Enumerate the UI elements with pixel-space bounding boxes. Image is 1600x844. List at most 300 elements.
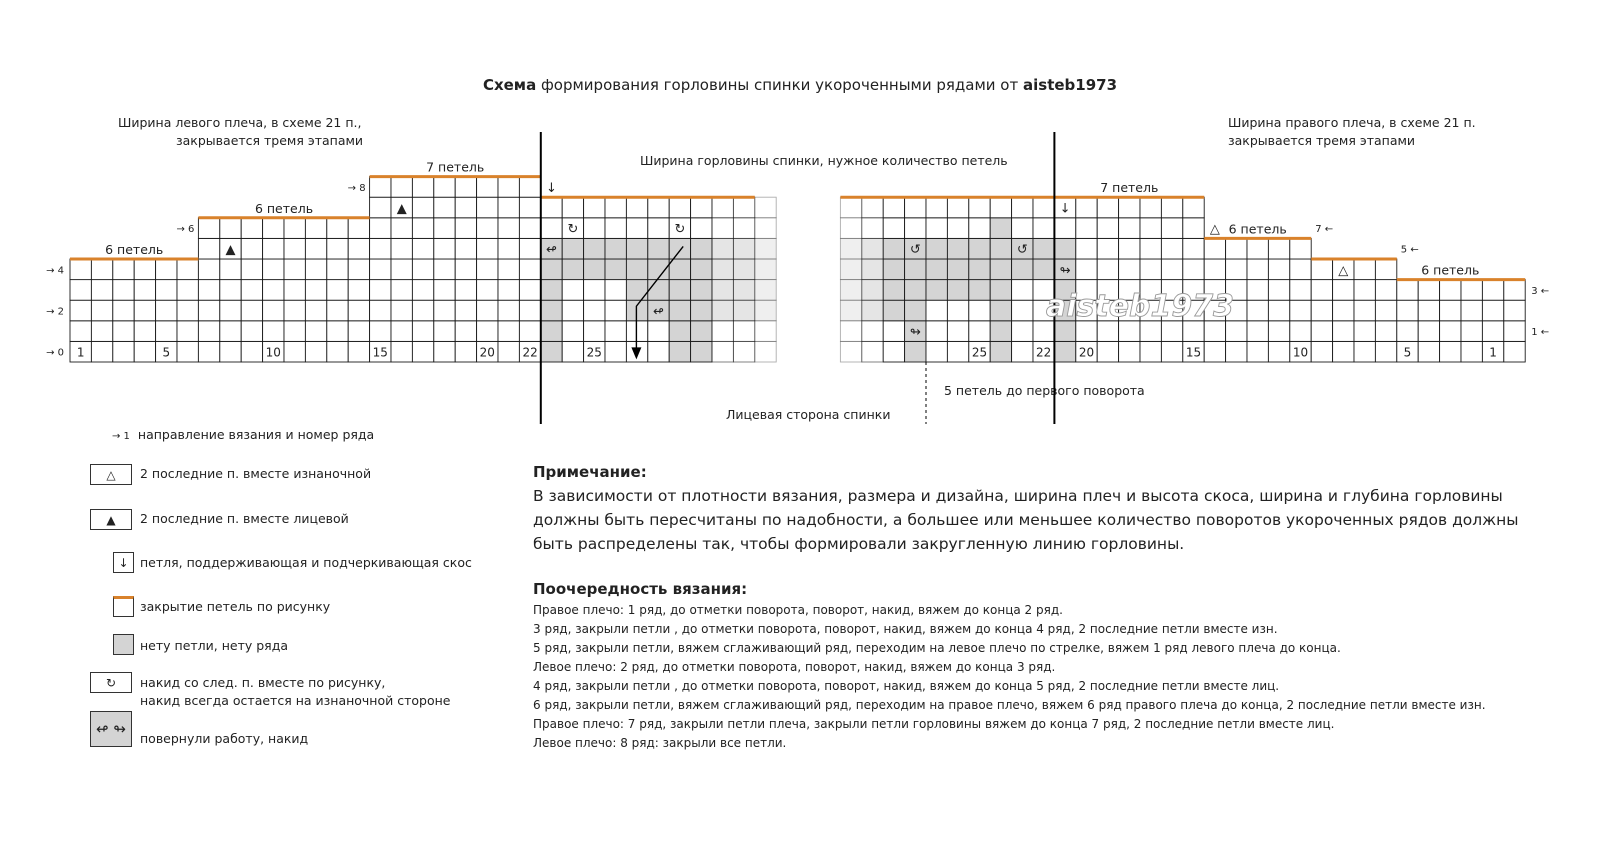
sequence-line-4: Левое плечо: 2 ряд, до отметки поворота, поворот, накид, вяжем до конца 3 ряд.	[533, 660, 1056, 674]
chart-cell	[1268, 321, 1289, 342]
chart-cell	[434, 238, 455, 259]
chart-cell	[755, 341, 776, 362]
chart-cell	[412, 280, 433, 301]
chart-cell	[883, 259, 904, 280]
chart-cell	[1097, 218, 1118, 239]
chart-cell	[1311, 300, 1332, 321]
step-label-left-7: 7 петель	[426, 159, 485, 175]
chart-cell	[712, 341, 733, 362]
chart-cell	[926, 341, 947, 362]
turn-symbol: ↫	[653, 304, 664, 320]
chart-cell	[691, 197, 712, 218]
chart-cell	[241, 280, 262, 301]
chart-cell	[1140, 197, 1161, 218]
bottom-number: 15	[1185, 345, 1202, 360]
chart-cell	[990, 238, 1011, 259]
chart-cell	[1397, 321, 1418, 342]
chart-cell	[370, 177, 391, 198]
step-label-left-6b: 6 петель	[254, 200, 314, 216]
chart-cell	[691, 259, 712, 280]
chart-cell	[198, 280, 219, 301]
chart-cell	[755, 321, 776, 342]
chart-cell	[990, 280, 1011, 301]
chart-cell	[370, 300, 391, 321]
chart-cell	[284, 300, 305, 321]
chart-cell	[113, 280, 134, 301]
chart-cell	[1418, 300, 1439, 321]
chart-cell	[1033, 238, 1054, 259]
chart-cell	[348, 300, 369, 321]
chart-cell	[1033, 259, 1054, 280]
chart-cell	[905, 197, 926, 218]
chart-cell	[1354, 280, 1375, 301]
chart-cell	[498, 197, 519, 218]
chart-cell	[498, 321, 519, 342]
chart-cell	[755, 238, 776, 259]
chart-cell	[926, 300, 947, 321]
note-text: В зависимости от плотности вязания, размера и дизайна, ширина плеч и высота скоса, ширина и глубина горловины должны быть пересчитаны по надобности, а большее или меньшее количество поворотов укороченных рядов должны быть распределены так, чтобы формировали закругленную линию горловины.	[533, 487, 1519, 553]
chart-cell	[391, 280, 412, 301]
chart-cell	[70, 321, 91, 342]
chart-cell	[1268, 280, 1289, 301]
chart-cell	[584, 259, 605, 280]
chart-cell	[1183, 218, 1204, 239]
bottom-number: 25	[971, 345, 988, 360]
legend-yarn-over-text: накид со след. п. вместе по рисунку,	[140, 675, 386, 690]
chart-cell	[755, 218, 776, 239]
chart-cell	[177, 259, 198, 280]
chart-cell	[1183, 197, 1204, 218]
chart-cell	[198, 341, 219, 362]
chart-cell	[370, 321, 391, 342]
chart-cell	[990, 197, 1011, 218]
chart-cell	[969, 197, 990, 218]
chart-cell	[412, 341, 433, 362]
chart-cell	[862, 259, 883, 280]
chart-cell	[434, 218, 455, 239]
chart-cell	[434, 177, 455, 198]
chart-cell	[1119, 197, 1140, 218]
chart-cell	[327, 238, 348, 259]
chart-cell	[947, 280, 968, 301]
open-triangle-symbol: △	[1338, 263, 1349, 279]
chart-cell	[947, 321, 968, 342]
five-loops-label: 5 петель до первого поворота	[944, 383, 1145, 398]
chart-cell	[947, 341, 968, 362]
chart-cell	[455, 197, 476, 218]
bottom-number: 25	[586, 345, 602, 360]
filled-triangle-symbol: ▲	[225, 242, 236, 258]
chart-cell	[905, 259, 926, 280]
chart-cell	[1012, 218, 1033, 239]
chart-cell	[883, 197, 904, 218]
chart-cell	[883, 300, 904, 321]
chart-cell	[327, 300, 348, 321]
chart-cell	[519, 259, 540, 280]
chart-cell	[926, 197, 947, 218]
step-label-left-6a: 6 петель	[105, 242, 164, 257]
chart-cell	[1097, 341, 1118, 362]
chart-cell	[990, 341, 1011, 362]
chart-cell	[926, 218, 947, 239]
chart-cell	[1375, 321, 1396, 342]
chart-cell	[348, 341, 369, 362]
chart-cell	[1161, 238, 1182, 259]
bottom-number: 5	[162, 345, 171, 360]
chart-cell	[1012, 197, 1033, 218]
filled-triangle-symbol: ▲	[396, 201, 407, 217]
chart-cell	[1161, 341, 1182, 362]
chart-cell	[905, 300, 926, 321]
chart-cell	[605, 280, 626, 301]
chart-cell	[134, 321, 155, 342]
chart-cell	[1290, 259, 1311, 280]
chart-cell	[241, 321, 262, 342]
chart-cell	[883, 341, 904, 362]
chart-cell	[947, 259, 968, 280]
chart-cell	[926, 321, 947, 342]
chart-cell	[969, 218, 990, 239]
chart-cell	[198, 321, 219, 342]
chart-cell	[1397, 280, 1418, 301]
chart-cell	[990, 321, 1011, 342]
chart-cell	[1311, 280, 1332, 301]
chart-cell	[477, 280, 498, 301]
legend-direction-text: направление вязания и номер ряда	[137, 427, 375, 442]
row-marker-right: 5 ←	[1400, 244, 1419, 256]
sequence-line-2: 3 ряд, закрыли петли , до отметки поворота, поворот, накид, вяжем до конца 4 ряд, 2 последние петли вместе изн.	[533, 622, 1278, 636]
chart-cell	[584, 238, 605, 259]
chart-cell	[327, 341, 348, 362]
chart-cell	[498, 259, 519, 280]
legend-filled-triangle-box: ▲	[90, 509, 132, 530]
chart-cell	[1161, 218, 1182, 239]
chart-cell	[1247, 238, 1268, 259]
chart-cell	[883, 218, 904, 239]
chart-cell	[327, 280, 348, 301]
chart-cell	[91, 280, 112, 301]
chart-cell	[220, 321, 241, 342]
turn-symbol: ↬	[909, 325, 921, 341]
chart-cell	[434, 197, 455, 218]
chart-cell	[305, 300, 326, 321]
chart-cell	[156, 300, 177, 321]
chart-cell	[1375, 259, 1396, 280]
chart-cell	[1375, 300, 1396, 321]
chart-cell	[1461, 280, 1482, 301]
chart-cell	[584, 300, 605, 321]
chart-cell	[134, 259, 155, 280]
chart-cell	[412, 238, 433, 259]
chart-cell	[947, 218, 968, 239]
chart-cell	[1247, 341, 1268, 362]
row-marker-right: 1 ←	[1531, 327, 1550, 339]
chart-cell	[477, 321, 498, 342]
chart-cell	[905, 341, 926, 362]
chart-cell	[733, 321, 754, 342]
chart-cell	[477, 177, 498, 198]
chart-cell	[1375, 280, 1396, 301]
chart-cell	[712, 280, 733, 301]
chart-cell	[541, 197, 562, 218]
chart-cell	[305, 341, 326, 362]
bottom-number: 5	[1403, 345, 1412, 360]
chart-cell	[562, 197, 583, 218]
chart-cell	[1033, 218, 1054, 239]
chart-cell	[1290, 300, 1311, 321]
watermark-text: aisteb1973	[1045, 289, 1235, 325]
chart-cell	[1097, 238, 1118, 259]
chart-cell	[733, 280, 754, 301]
chart-cell	[1461, 321, 1482, 342]
legend-yarn-over-box: ↻	[90, 672, 132, 693]
row-marker-right: 7 ←	[1315, 224, 1334, 236]
chart-cell	[134, 300, 155, 321]
chart-cell	[648, 218, 669, 239]
left-shoulder-line-2: закрывается тремя этапами	[176, 133, 364, 148]
chart-cell	[605, 197, 626, 218]
open-triangle-symbol: △	[1209, 222, 1220, 238]
chart-cell	[498, 238, 519, 259]
chart-cell	[1054, 218, 1075, 239]
chart-cell	[412, 321, 433, 342]
legend-no-stitch-box	[113, 634, 134, 655]
chart-cell	[263, 259, 284, 280]
chart-cell	[1097, 259, 1118, 280]
chart-cell	[327, 218, 348, 239]
chart-cell	[1119, 259, 1140, 280]
chart-cell	[1418, 341, 1439, 362]
chart-cell	[156, 259, 177, 280]
chart-cell	[733, 218, 754, 239]
chart-cell	[198, 259, 219, 280]
chart-cell	[434, 341, 455, 362]
chart-cell	[712, 238, 733, 259]
chart-cell	[412, 259, 433, 280]
chart-cell	[370, 238, 391, 259]
chart-cell	[905, 280, 926, 301]
legend-down-arrow-text: петля, поддерживающая и подчеркивающая скос	[140, 555, 472, 570]
chart-cell	[412, 177, 433, 198]
chart-cell	[755, 300, 776, 321]
chart-cell	[947, 197, 968, 218]
bottom-number: 10	[1292, 345, 1309, 360]
chart-cell	[1226, 259, 1247, 280]
chart-cell	[541, 300, 562, 321]
chart-cell	[455, 300, 476, 321]
chart-cell	[370, 259, 391, 280]
chart-cell	[477, 238, 498, 259]
chart-cell	[562, 341, 583, 362]
chart-cell	[969, 238, 990, 259]
chart-cell	[455, 280, 476, 301]
yarn-over-symbol: ↺	[909, 242, 921, 258]
chart-cell	[840, 238, 861, 259]
chart-cell	[498, 341, 519, 362]
chart-cell	[541, 321, 562, 342]
chart-cell	[733, 197, 754, 218]
chart-cell	[391, 321, 412, 342]
chart-cell	[1076, 218, 1097, 239]
chart-cell	[712, 218, 733, 239]
chart-cell	[733, 259, 754, 280]
bottom-number: 20	[1078, 345, 1095, 360]
chart-cell	[669, 197, 690, 218]
chart-cell	[70, 280, 91, 301]
chart-cell	[1482, 280, 1503, 301]
chart-cell	[669, 280, 690, 301]
legend-bind-off-text: закрытие петель по рисунку	[140, 599, 331, 614]
chart-cell	[648, 238, 669, 259]
chart-cell	[669, 259, 690, 280]
chart-cell	[1482, 321, 1503, 342]
chart-cell	[391, 341, 412, 362]
chart-cell	[990, 300, 1011, 321]
chart-cell	[969, 300, 990, 321]
sequence-line-7: Правое плечо: 7 ряд, закрыли петли плеча, закрыли петли горловины вяжем до конца 7 ряд, 2 последние петли вместе лиц.	[533, 717, 1335, 731]
yarn-over-symbol: ↻	[567, 222, 579, 238]
chart-cell	[840, 218, 861, 239]
chart-cell	[198, 218, 219, 239]
sequence-line-3: 5 ряд, закрыли петли, вяжем сглаживающий ряд, переходим на левое плечо по стрелке, вяжем 1 ряд левого плеча до конца.	[533, 641, 1341, 655]
chart-cell	[1226, 238, 1247, 259]
chart-cell	[498, 280, 519, 301]
chart-cell	[391, 300, 412, 321]
chart-cell	[862, 321, 883, 342]
chart-cell	[1311, 259, 1332, 280]
chart-cell	[1418, 321, 1439, 342]
chart-cell	[1054, 238, 1075, 259]
chart-cell	[562, 321, 583, 342]
chart-cell	[712, 259, 733, 280]
chart-cell	[498, 300, 519, 321]
sequence-line-5: 4 ряд, закрыли петли , до отметки поворота, поворот, накид, вяжем до конца 5 ряд, 2 последние петли вместе лиц.	[533, 679, 1280, 693]
chart-cell	[605, 341, 626, 362]
chart-cell	[1504, 341, 1525, 362]
chart-cell	[1504, 300, 1525, 321]
chart-cell	[519, 238, 540, 259]
chart-cell	[284, 238, 305, 259]
chart-cell	[1354, 259, 1375, 280]
chart-cell	[1333, 341, 1354, 362]
chart-cell	[605, 321, 626, 342]
chart-cell	[840, 197, 861, 218]
sequence-line-8: Левое плечо: 8 ряд: закрыли все петли.	[533, 736, 787, 750]
chart-cell	[1504, 280, 1525, 301]
chart-cell	[220, 300, 241, 321]
chart-cell	[584, 218, 605, 239]
chart-cell	[434, 300, 455, 321]
chart-cell	[113, 259, 134, 280]
chart-cell	[1247, 321, 1268, 342]
bottom-number: 22	[1036, 345, 1052, 360]
chart-cell	[1012, 259, 1033, 280]
chart-cell	[91, 321, 112, 342]
chart-cell	[1504, 321, 1525, 342]
chart-cell	[1440, 341, 1461, 362]
chart-cell	[156, 321, 177, 342]
chart-cell	[1033, 197, 1054, 218]
chart-cell	[348, 238, 369, 259]
chart-cell	[327, 259, 348, 280]
chart-cell	[755, 197, 776, 218]
chart-cell	[177, 280, 198, 301]
chart-cell	[241, 300, 262, 321]
chart-cell	[626, 280, 647, 301]
chart-cell	[648, 280, 669, 301]
chart-cell	[391, 259, 412, 280]
chart-cell	[498, 177, 519, 198]
chart-cell	[177, 341, 198, 362]
chart-cell	[284, 321, 305, 342]
chart-cell	[284, 280, 305, 301]
row-marker-left: → 8	[347, 182, 366, 194]
chart-cell	[969, 321, 990, 342]
chart-cell	[434, 259, 455, 280]
chart-cell	[840, 259, 861, 280]
chart-cell	[712, 321, 733, 342]
chart-cell	[477, 259, 498, 280]
legend-turn-box: ↫ ↬	[90, 711, 132, 747]
chart-cell	[712, 197, 733, 218]
chart-cell	[1375, 341, 1396, 362]
chart-cell	[626, 259, 647, 280]
chart-cell	[733, 300, 754, 321]
chart-cell	[1268, 341, 1289, 362]
chart-cell	[477, 218, 498, 239]
chart-cell	[862, 280, 883, 301]
chart-cell	[605, 300, 626, 321]
chart-cell	[947, 238, 968, 259]
chart-cell	[477, 197, 498, 218]
chart-cell	[1268, 300, 1289, 321]
chart-cell	[305, 321, 326, 342]
chart-cell	[1054, 341, 1075, 362]
chart-cell	[1012, 341, 1033, 362]
chart-cell	[305, 238, 326, 259]
chart-cell	[327, 321, 348, 342]
chart-cell	[455, 321, 476, 342]
chart-cell	[883, 238, 904, 259]
chart-cell	[840, 280, 861, 301]
chart-cell	[1354, 321, 1375, 342]
chart-cell	[1311, 321, 1332, 342]
chart-cell	[177, 321, 198, 342]
chart-cell	[1076, 197, 1097, 218]
sequence-line-1: Правое плечо: 1 ряд, до отметки поворота, поворот, накид, вяжем до конца 2 ряд.	[533, 603, 1063, 617]
chart-cell	[626, 197, 647, 218]
chart-cell	[969, 259, 990, 280]
chart-cell	[862, 341, 883, 362]
chart-cell	[883, 321, 904, 342]
left-shoulder-line-1: Ширина левого плеча, в схеме 21 п.,	[118, 115, 362, 130]
legend-bind-off-box	[113, 596, 134, 617]
chart-cell	[969, 280, 990, 301]
chart-cell	[177, 300, 198, 321]
row-marker-left: → 0	[46, 347, 64, 359]
chart-cell	[519, 177, 540, 198]
chart-cell	[370, 280, 391, 301]
yarn-over-symbol: ↺	[1016, 242, 1028, 258]
chart-cell	[1311, 341, 1332, 362]
chart-cell	[1482, 300, 1503, 321]
chart-cell	[455, 259, 476, 280]
chart-cell	[477, 300, 498, 321]
chart-cell	[434, 280, 455, 301]
chart-cell	[91, 300, 112, 321]
chart-cell	[584, 321, 605, 342]
chart-cell	[1012, 280, 1033, 301]
